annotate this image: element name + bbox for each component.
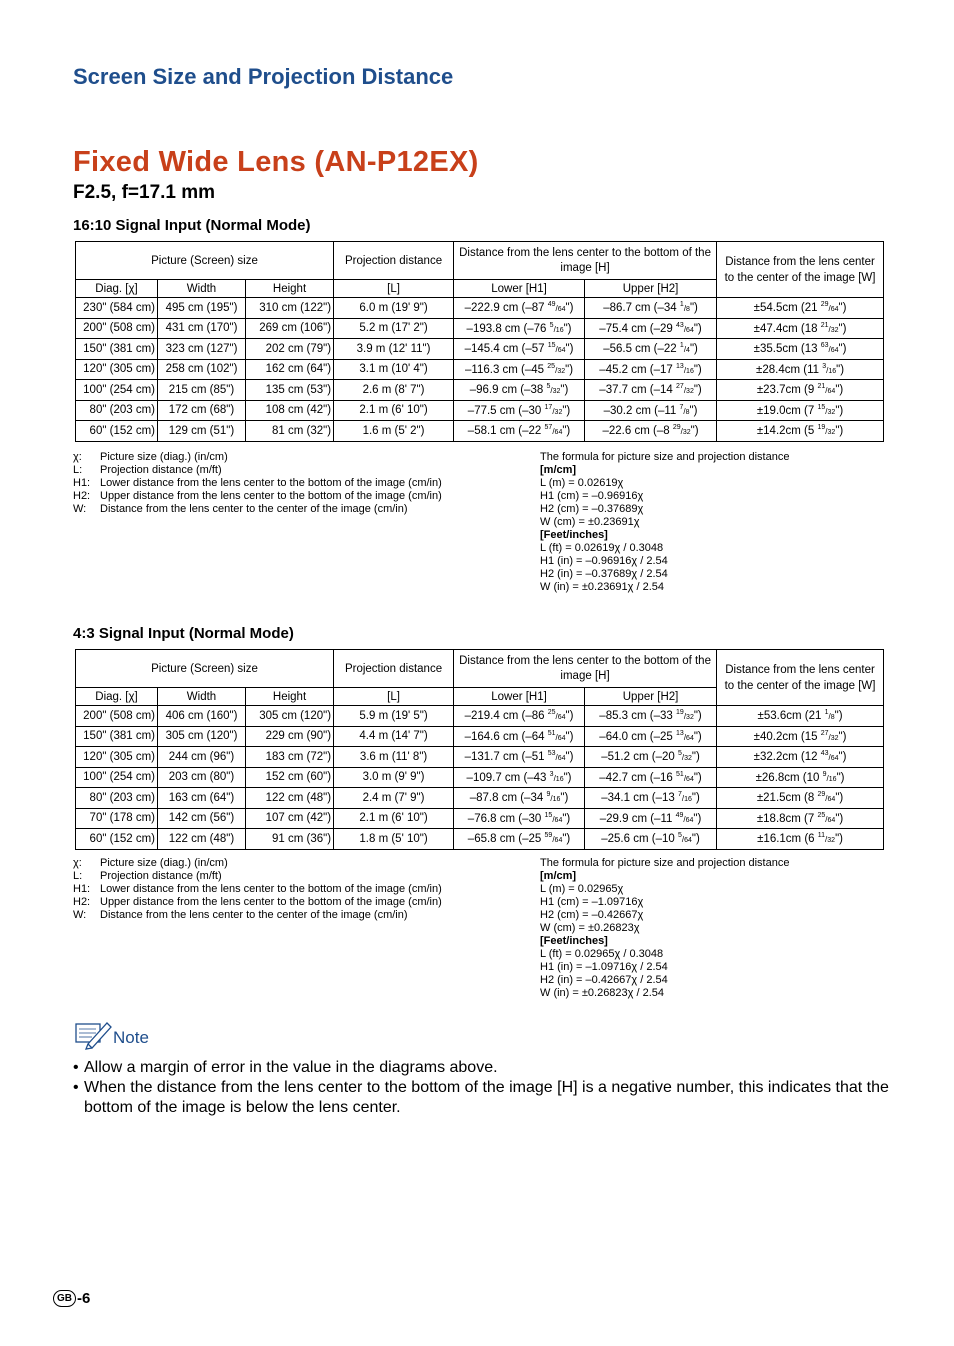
legend-text: Lower distance from the lens center to the bottom of the image (cm/in) bbox=[100, 883, 442, 895]
table-cell: 3.6 m (11' 8") bbox=[334, 747, 454, 768]
legend-row bbox=[73, 896, 442, 909]
table-cell: 107 cm (42") bbox=[246, 808, 334, 829]
page-number-text: -6 bbox=[77, 1290, 91, 1307]
table-cell: ±53.6cm (21 $^1$/8") bbox=[717, 706, 884, 727]
lens-subtitle: F2.5, f=17.1 mm bbox=[73, 182, 216, 203]
table-cell: –51.2 cm (–20 $^5$/32") bbox=[585, 747, 717, 768]
table-cell: –30.2 cm (–11 $^7$/8") bbox=[585, 400, 717, 421]
table-cell: 100" (254 cm) bbox=[76, 380, 158, 401]
formula-line: L (ft) = 0.02619χ / 0.3048 bbox=[540, 542, 664, 554]
table-cell: –86.7 cm (–34 $^1$/8") bbox=[585, 298, 717, 319]
table-cell: –22.6 cm (–8 $^{29}$/32") bbox=[585, 421, 717, 442]
header-projection-distance: Projection distance bbox=[334, 650, 454, 688]
legend-key: H1: bbox=[73, 883, 91, 895]
table-cell: 406 cm (160") bbox=[158, 706, 246, 727]
header-diag: Diag. [χ] bbox=[76, 688, 158, 706]
legend-text: Projection distance (m/ft) bbox=[100, 464, 222, 476]
table-cell: 120" (305 cm) bbox=[76, 747, 158, 768]
table-cell: –219.4 cm (–86 $^{25}$/64") bbox=[454, 706, 585, 727]
formula-imperial-heading: [Feet/inches] bbox=[540, 935, 608, 947]
table-row bbox=[76, 339, 884, 360]
header-width: Width bbox=[158, 280, 246, 298]
table-cell: 230" (584 cm) bbox=[76, 298, 158, 319]
legend-row bbox=[73, 490, 442, 503]
formula-line: H2 (cm) = –0.42667χ bbox=[540, 909, 644, 921]
header-projection-distance: Projection distance bbox=[334, 242, 454, 280]
table-cell: 6.0 m (19' 9") bbox=[334, 298, 454, 319]
table-cell: –87.8 cm (–34 $^9$/16") bbox=[454, 788, 585, 809]
table-cell: 1.6 m (5' 2") bbox=[334, 421, 454, 442]
table-cell: –145.4 cm (–57 $^{15}$/64") bbox=[454, 339, 585, 360]
legend-row bbox=[73, 857, 442, 870]
legend-row bbox=[73, 477, 442, 490]
table-cell: –77.5 cm (–30 $^{17}$/32") bbox=[454, 400, 585, 421]
table-cell: 122 cm (48") bbox=[158, 829, 246, 850]
formula-line: H2 (in) = –0.37689χ / 2.54 bbox=[540, 568, 668, 580]
table-cell: 172 cm (68") bbox=[158, 400, 246, 421]
formula-metric-heading: [m/cm] bbox=[540, 870, 577, 882]
table-row bbox=[76, 767, 884, 788]
header-l: [L] bbox=[334, 280, 454, 298]
table-cell: 142 cm (56") bbox=[158, 808, 246, 829]
table-cell: 431 cm (170") bbox=[158, 318, 246, 339]
table-row bbox=[76, 747, 884, 768]
legend-16-10 bbox=[73, 451, 442, 516]
header-width: Width bbox=[158, 688, 246, 706]
table-row bbox=[76, 829, 884, 850]
table-cell: 305 cm (120") bbox=[246, 706, 334, 727]
formula-imperial-heading: [Feet/inches] bbox=[540, 529, 608, 541]
table-cell: 162 cm (64") bbox=[246, 359, 334, 380]
table-cell: –25.6 cm (–10 $^5$/64") bbox=[585, 829, 717, 850]
table-16-10 bbox=[75, 241, 884, 442]
table-cell: 163 cm (64") bbox=[158, 788, 246, 809]
table-cell: –193.8 cm (–76 $^5$/16") bbox=[454, 318, 585, 339]
legend-key: H1: bbox=[73, 477, 91, 489]
legend-key: W: bbox=[73, 909, 87, 921]
header-distance-bottom: Distance from the lens center to the bottom of the image [H] bbox=[454, 650, 717, 688]
table-cell: 60" (152 cm) bbox=[76, 421, 158, 442]
table-cell: 310 cm (122") bbox=[246, 298, 334, 319]
table-cell: 70" (178 cm) bbox=[76, 808, 158, 829]
page-number bbox=[53, 1290, 90, 1307]
table-cell: 305 cm (120") bbox=[158, 726, 246, 747]
table-row bbox=[76, 380, 884, 401]
note-label: Note bbox=[113, 1028, 149, 1047]
table-cell: –75.4 cm (–29 $^{43}$/64") bbox=[585, 318, 717, 339]
legend-4-3 bbox=[73, 857, 442, 922]
formula-title: The formula for picture size and projection distance bbox=[540, 451, 790, 463]
legend-text: Distance from the lens center to the center of the image (cm/in) bbox=[100, 503, 408, 515]
table-cell: 135 cm (53") bbox=[246, 380, 334, 401]
table-cell: 5.2 m (17' 2") bbox=[334, 318, 454, 339]
formula-line: H2 (cm) = –0.37689χ bbox=[540, 503, 644, 515]
header-upper: Upper [H2] bbox=[585, 280, 717, 298]
header-diag: Diag. [χ] bbox=[76, 280, 158, 298]
formula-title: The formula for picture size and projection distance bbox=[540, 857, 790, 869]
table-cell: 229 cm (90") bbox=[246, 726, 334, 747]
table-cell: ±47.4cm (18 $^{21}$/32") bbox=[717, 318, 884, 339]
formula-line: H1 (cm) = –1.09716χ bbox=[540, 896, 644, 908]
note-text: When the distance from the lens center to the bottom of the image [H] is a negative number, this indicates that the bottom of the image is below the lens center. bbox=[84, 1079, 889, 1116]
table-cell: –64.0 cm (–25 $^{13}$/64") bbox=[585, 726, 717, 747]
table-cell: –29.9 cm (–11 $^{49}$/64") bbox=[585, 808, 717, 829]
legend-row bbox=[73, 503, 442, 516]
table-cell: ±16.1cm (6 $^{11}$/32") bbox=[717, 829, 884, 850]
table-cell: –76.8 cm (–30 $^{15}$/64") bbox=[454, 808, 585, 829]
table-cell: 122 cm (48") bbox=[246, 788, 334, 809]
legend-text: Picture size (diag.) (in/cm) bbox=[100, 451, 228, 463]
legend-row bbox=[73, 883, 442, 896]
header-lower: Lower [H1] bbox=[454, 280, 585, 298]
header-height: Height bbox=[246, 280, 334, 298]
table-4-3 bbox=[75, 649, 884, 850]
note-text: Allow a margin of error in the value in the diagrams above. bbox=[84, 1059, 498, 1076]
header-distance-center: Distance from the lens center to the center of the image [W] bbox=[717, 242, 884, 298]
formula-line: H2 (in) = –0.42667χ / 2.54 bbox=[540, 974, 668, 986]
legend-row bbox=[73, 870, 442, 883]
table-16-10-heading: 16:10 Signal Input (Normal Mode) bbox=[73, 217, 311, 234]
table-cell: 150" (381 cm) bbox=[76, 339, 158, 360]
note-list bbox=[73, 1058, 893, 1118]
legend-row bbox=[73, 909, 442, 922]
table-cell: 3.1 m (10' 4") bbox=[334, 359, 454, 380]
table-cell: –42.7 cm (–16 $^{51}$/64") bbox=[585, 767, 717, 788]
table-cell: ±21.5cm (8 $^{29}$/64") bbox=[717, 788, 884, 809]
table-row bbox=[76, 298, 884, 319]
section-title: Screen Size and Projection Distance bbox=[73, 64, 454, 89]
table-row bbox=[76, 400, 884, 421]
table-cell: 108 cm (42") bbox=[246, 400, 334, 421]
table-cell: 2.6 m (8' 7") bbox=[334, 380, 454, 401]
table-cell: 215 cm (85") bbox=[158, 380, 246, 401]
table-cell: –58.1 cm (–22 $^{57}$/64") bbox=[454, 421, 585, 442]
table-cell: 60" (152 cm) bbox=[76, 829, 158, 850]
formula-line: H1 (in) = –0.96916χ / 2.54 bbox=[540, 555, 668, 567]
table-cell: 152 cm (60") bbox=[246, 767, 334, 788]
table-row bbox=[76, 318, 884, 339]
legend-key: L: bbox=[73, 464, 83, 476]
formula-line: L (m) = 0.02965χ bbox=[540, 883, 624, 895]
formula-line: W (cm) = ±0.26823χ bbox=[540, 922, 640, 934]
table-cell: 258 cm (102") bbox=[158, 359, 246, 380]
table-cell: 323 cm (127") bbox=[158, 339, 246, 360]
table-cell: 80" (203 cm) bbox=[76, 400, 158, 421]
table-cell: –131.7 cm (–51 $^{53}$/64") bbox=[454, 747, 585, 768]
table-cell: –109.7 cm (–43 $^3$/16") bbox=[454, 767, 585, 788]
table-cell: 183 cm (72") bbox=[246, 747, 334, 768]
header-distance-bottom: Distance from the lens center to the bottom of the image [H] bbox=[454, 242, 717, 280]
table-cell: 2.1 m (6' 10") bbox=[334, 400, 454, 421]
header-upper: Upper [H2] bbox=[585, 688, 717, 706]
table-cell: –96.9 cm (–38 $^5$/32") bbox=[454, 380, 585, 401]
table-cell: ±18.8cm (7 $^{25}$/64") bbox=[717, 808, 884, 829]
table-cell: 200" (508 cm) bbox=[76, 318, 158, 339]
legend-row bbox=[73, 464, 442, 477]
table-cell: 120" (305 cm) bbox=[76, 359, 158, 380]
legend-text: Picture size (diag.) (in/cm) bbox=[100, 857, 228, 869]
table-row bbox=[76, 359, 884, 380]
header-lower: Lower [H1] bbox=[454, 688, 585, 706]
formula-line: L (ft) = 0.02965χ / 0.3048 bbox=[540, 948, 664, 960]
legend-key: χ: bbox=[73, 451, 82, 463]
table-cell: 100" (254 cm) bbox=[76, 767, 158, 788]
table-cell: ±26.8cm (10 $^9$/16") bbox=[717, 767, 884, 788]
table-cell: 202 cm (79") bbox=[246, 339, 334, 360]
legend-key: W: bbox=[73, 503, 87, 515]
formula-line: H1 (in) = –1.09716χ / 2.54 bbox=[540, 961, 668, 973]
table-cell: –85.3 cm (–33 $^{19}$/32") bbox=[585, 706, 717, 727]
formula-line: H1 (cm) = –0.96916χ bbox=[540, 490, 644, 502]
table-cell: ±32.2cm (12 $^{43}$/64") bbox=[717, 747, 884, 768]
gb-badge: GB bbox=[53, 1290, 76, 1307]
table-cell: ±40.2cm (15 $^{27}$/32") bbox=[717, 726, 884, 747]
formula-line: W (in) = ±0.26823χ / 2.54 bbox=[540, 987, 665, 999]
note-item: • Allow a margin of error in the value in the diagrams above. bbox=[73, 1059, 498, 1076]
table-cell: –65.8 cm (–25 $^{59}$/64") bbox=[454, 829, 585, 850]
formula-metric-heading: [m/cm] bbox=[540, 464, 577, 476]
table-row bbox=[76, 788, 884, 809]
table-4-3-heading: 4:3 Signal Input (Normal Mode) bbox=[73, 625, 294, 642]
legend-text: Lower distance from the lens center to the bottom of the image (cm/in) bbox=[100, 477, 442, 489]
note-item: • When the distance from the lens center to the bottom of the image [H] is a negative number, this indicates that the bottom of the image is below the lens center. bbox=[73, 1078, 893, 1118]
header-picture-size: Picture (Screen) size bbox=[76, 650, 334, 688]
table-cell: 2.1 m (6' 10") bbox=[334, 808, 454, 829]
table-cell: ±19.0cm (7 $^{15}$/32") bbox=[717, 400, 884, 421]
formula-line: W (in) = ±0.23691χ / 2.54 bbox=[540, 581, 665, 593]
table-row bbox=[76, 421, 884, 442]
table-row bbox=[76, 726, 884, 747]
table-cell: 3.9 m (12' 11") bbox=[334, 339, 454, 360]
table-cell: ±23.7cm (9 $^{21}$/64") bbox=[717, 380, 884, 401]
header-picture-size: Picture (Screen) size bbox=[76, 242, 334, 280]
table-cell: ±14.2cm (5 $^{19}$/32") bbox=[717, 421, 884, 442]
header-distance-center: Distance from the lens center to the center of the image [W] bbox=[717, 650, 884, 706]
table-cell: 80" (203 cm) bbox=[76, 788, 158, 809]
legend-text: Upper distance from the lens center to the bottom of the image (cm/in) bbox=[100, 490, 442, 502]
legend-key: H2: bbox=[73, 896, 91, 908]
formula-4-3 bbox=[540, 857, 789, 1000]
table-cell: –37.7 cm (–14 $^{27}$/32") bbox=[585, 380, 717, 401]
table-cell: ±28.4cm (11 $^3$/16") bbox=[717, 359, 884, 380]
table-cell: 150" (381 cm) bbox=[76, 726, 158, 747]
legend-key: χ: bbox=[73, 857, 82, 869]
formula-line: L (m) = 0.02619χ bbox=[540, 477, 624, 489]
formula-line: W (cm) = ±0.23691χ bbox=[540, 516, 640, 528]
lens-title: Fixed Wide Lens (AN-P12EX) bbox=[73, 146, 479, 178]
legend-text: Distance from the lens center to the center of the image (cm/in) bbox=[100, 909, 408, 921]
table-cell: 1.8 m (5' 10") bbox=[334, 829, 454, 850]
table-cell: 200" (508 cm) bbox=[76, 706, 158, 727]
table-cell: 269 cm (106") bbox=[246, 318, 334, 339]
table-cell: 129 cm (51") bbox=[158, 421, 246, 442]
legend-key: L: bbox=[73, 870, 83, 882]
table-cell: 495 cm (195") bbox=[158, 298, 246, 319]
table-cell: –45.2 cm (–17 $^{13}$/16") bbox=[585, 359, 717, 380]
table-cell: 5.9 m (19' 5") bbox=[334, 706, 454, 727]
table-row bbox=[76, 706, 884, 727]
table-cell: 203 cm (80") bbox=[158, 767, 246, 788]
header-l: [L] bbox=[334, 688, 454, 706]
table-cell: –56.5 cm (–22 $^1$/4") bbox=[585, 339, 717, 360]
table-cell: –116.3 cm (–45 $^{25}$/32") bbox=[454, 359, 585, 380]
formula-16-10 bbox=[540, 451, 789, 594]
table-cell: 2.4 m (7' 9") bbox=[334, 788, 454, 809]
table-cell: ±54.5cm (21 $^{29}$/64") bbox=[717, 298, 884, 319]
table-cell: –222.9 cm (–87 $^{49}$/64") bbox=[454, 298, 585, 319]
table-cell: 91 cm (36") bbox=[246, 829, 334, 850]
table-cell: 3.0 m (9' 9") bbox=[334, 767, 454, 788]
table-row bbox=[76, 808, 884, 829]
pencil-note-icon bbox=[74, 1018, 114, 1055]
table-cell: ±35.5cm (13 $^{63}$/64") bbox=[717, 339, 884, 360]
legend-text: Projection distance (m/ft) bbox=[100, 870, 222, 882]
legend-text: Upper distance from the lens center to the bottom of the image (cm/in) bbox=[100, 896, 442, 908]
legend-row bbox=[73, 451, 442, 464]
table-cell: –34.1 cm (–13 $^7$/16") bbox=[585, 788, 717, 809]
header-height: Height bbox=[246, 688, 334, 706]
table-cell: 81 cm (32") bbox=[246, 421, 334, 442]
legend-key: H2: bbox=[73, 490, 91, 502]
table-cell: 4.4 m (14' 7") bbox=[334, 726, 454, 747]
table-cell: 244 cm (96") bbox=[158, 747, 246, 768]
table-cell: –164.6 cm (–64 $^{51}$/64") bbox=[454, 726, 585, 747]
